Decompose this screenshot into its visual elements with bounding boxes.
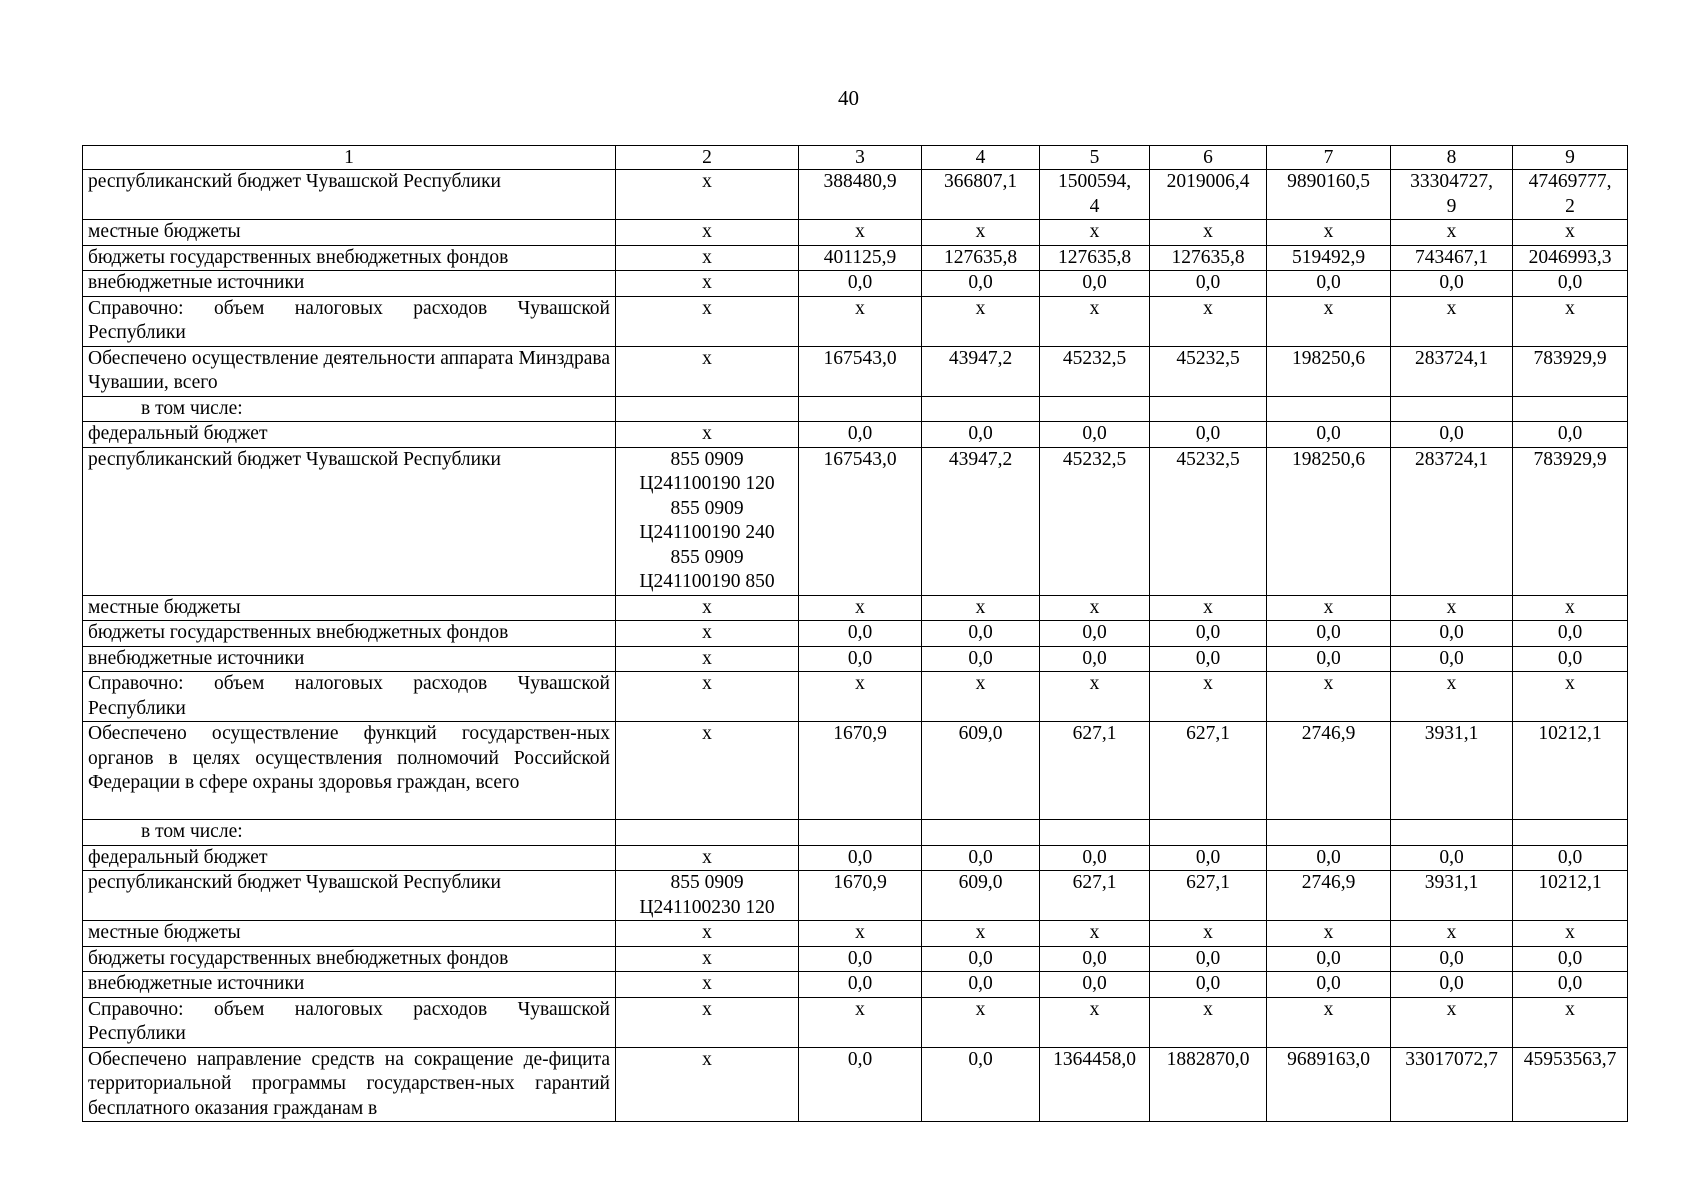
row-value-cell: 0,0	[1150, 271, 1267, 297]
table-row	[83, 646, 1628, 672]
row-code-cell: x	[616, 621, 799, 647]
row-value-cell: x	[1391, 921, 1513, 947]
row-name-cell: Справочно: объем налоговых расходов Чувашской Республики	[83, 672, 616, 722]
row-value-cell: 0,0	[922, 972, 1040, 998]
row-value-cell	[1391, 820, 1513, 846]
table-row	[83, 245, 1628, 271]
row-value-cell: 0,0	[922, 271, 1040, 297]
row-value-cell: 0,0	[799, 845, 922, 871]
row-value-cell: 0,0	[1513, 621, 1628, 647]
row-value-cell: 0,0	[1391, 972, 1513, 998]
row-code-cell	[616, 820, 799, 846]
row-value-cell: 45232,5	[1040, 447, 1150, 595]
row-value-cell: 0,0	[1040, 422, 1150, 448]
table-row	[83, 997, 1628, 1047]
header-cell: 5	[1040, 146, 1150, 170]
header-cell: 9	[1513, 146, 1628, 170]
row-value-cell	[922, 820, 1040, 846]
row-value-cell: 0,0	[1267, 946, 1391, 972]
row-value-cell: x	[1040, 921, 1150, 947]
row-value-cell: 0,0	[1513, 845, 1628, 871]
table-row	[83, 170, 1628, 220]
row-value-cell: 0,0	[1513, 271, 1628, 297]
row-name-cell: в том числе:	[83, 820, 616, 846]
row-value-cell: x	[1150, 672, 1267, 722]
row-value-cell: 0,0	[1040, 972, 1150, 998]
table-row	[83, 921, 1628, 947]
header-cell: 1	[83, 146, 616, 170]
row-value-cell: 0,0	[1391, 621, 1513, 647]
row-name-cell: Обеспечено осуществление деятельности аппарата Минздрава Чувашии, всего	[83, 346, 616, 396]
row-value-cell: 0,0	[1513, 422, 1628, 448]
row-value-cell	[1150, 820, 1267, 846]
table-row	[83, 1047, 1628, 1122]
row-value-cell: 0,0	[1513, 646, 1628, 672]
row-value-cell: x	[799, 997, 922, 1047]
row-value-cell: x	[1267, 220, 1391, 246]
table-row	[83, 672, 1628, 722]
row-value-cell: 2046993,3	[1513, 245, 1628, 271]
row-value-cell: x	[799, 921, 922, 947]
row-value-cell	[1267, 396, 1391, 422]
row-code-cell: x	[616, 1047, 799, 1122]
row-value-cell: 0,0	[1267, 621, 1391, 647]
row-value-cell	[1513, 820, 1628, 846]
row-value-cell: x	[1040, 595, 1150, 621]
row-value-cell: 3931,1	[1391, 722, 1513, 820]
row-value-cell: 519492,9	[1267, 245, 1391, 271]
row-value-cell: 0,0	[1150, 845, 1267, 871]
row-value-cell: x	[799, 296, 922, 346]
table-row	[83, 220, 1628, 246]
row-code-cell: x	[616, 722, 799, 820]
row-value-cell: 0,0	[1150, 646, 1267, 672]
row-code-cell: x	[616, 845, 799, 871]
row-value-cell: 0,0	[799, 1047, 922, 1122]
row-value-cell	[799, 820, 922, 846]
row-value-cell: 10212,1	[1513, 722, 1628, 820]
row-name-cell: внебюджетные источники	[83, 972, 616, 998]
table-row	[83, 396, 1628, 422]
row-name-cell: Справочно: объем налоговых расходов Чувашской Республики	[83, 296, 616, 346]
row-value-cell	[1513, 396, 1628, 422]
row-value-cell: 0,0	[1391, 845, 1513, 871]
table-row	[83, 820, 1628, 846]
table-header-row	[83, 146, 1628, 170]
row-code-cell	[616, 396, 799, 422]
row-value-cell: x	[922, 220, 1040, 246]
row-value-cell: x	[1040, 296, 1150, 346]
row-value-cell: 627,1	[1150, 871, 1267, 921]
row-value-cell: 0,0	[922, 621, 1040, 647]
table-row	[83, 422, 1628, 448]
row-value-cell: 0,0	[1391, 422, 1513, 448]
row-value-cell: 0,0	[1267, 972, 1391, 998]
row-value-cell	[1391, 396, 1513, 422]
row-value-cell: 0,0	[799, 621, 922, 647]
row-name-cell: бюджеты государственных внебюджетных фондов	[83, 245, 616, 271]
row-value-cell	[1267, 820, 1391, 846]
header-cell: 8	[1391, 146, 1513, 170]
row-value-cell: 2019006,4	[1150, 170, 1267, 220]
row-value-cell: x	[1513, 672, 1628, 722]
row-code-cell: x	[616, 972, 799, 998]
header-cell: 7	[1267, 146, 1391, 170]
row-value-cell: 0,0	[1040, 271, 1150, 297]
row-value-cell: 627,1	[1040, 871, 1150, 921]
header-cell: 6	[1150, 146, 1267, 170]
row-value-cell: 283724,1	[1391, 447, 1513, 595]
row-code-cell: x	[616, 346, 799, 396]
row-name-cell: местные бюджеты	[83, 595, 616, 621]
row-value-cell: 127635,8	[1040, 245, 1150, 271]
row-code-cell: x	[616, 220, 799, 246]
row-name-cell: бюджеты государственных внебюджетных фондов	[83, 621, 616, 647]
row-value-cell: 0,0	[922, 422, 1040, 448]
row-code-cell: x	[616, 921, 799, 947]
row-value-cell	[1150, 396, 1267, 422]
row-name-cell: федеральный бюджет	[83, 422, 616, 448]
row-value-cell: 2746,9	[1267, 871, 1391, 921]
row-value-cell: 609,0	[922, 871, 1040, 921]
row-value-cell: x	[1040, 997, 1150, 1047]
row-value-cell: x	[922, 997, 1040, 1047]
row-value-cell: x	[1391, 997, 1513, 1047]
row-value-cell: 9689163,0	[1267, 1047, 1391, 1122]
header-cell: 2	[616, 146, 799, 170]
row-value-cell: x	[1267, 921, 1391, 947]
row-value-cell: 0,0	[1150, 972, 1267, 998]
row-value-cell: x	[1267, 595, 1391, 621]
row-value-cell: 45953563,7	[1513, 1047, 1628, 1122]
row-value-cell: x	[1391, 220, 1513, 246]
row-value-cell: 0,0	[1267, 422, 1391, 448]
row-value-cell: x	[1040, 220, 1150, 246]
table-row	[83, 271, 1628, 297]
row-code-cell: x	[616, 646, 799, 672]
table-body	[83, 146, 1628, 1122]
row-value-cell: 0,0	[1150, 621, 1267, 647]
row-name-cell: республиканский бюджет Чувашской Республики	[83, 871, 616, 921]
row-name-cell: местные бюджеты	[83, 220, 616, 246]
row-value-cell: x	[1040, 672, 1150, 722]
row-value-cell	[1040, 396, 1150, 422]
row-value-cell: 0,0	[799, 422, 922, 448]
row-value-cell: 0,0	[1267, 271, 1391, 297]
row-name-cell: внебюджетные источники	[83, 646, 616, 672]
row-value-cell: 43947,2	[922, 346, 1040, 396]
row-value-cell: 47469777, 2	[1513, 170, 1628, 220]
row-value-cell: x	[922, 921, 1040, 947]
budget-table	[82, 145, 1628, 1122]
row-value-cell: 33017072,7	[1391, 1047, 1513, 1122]
row-value-cell: 0,0	[1267, 845, 1391, 871]
table-row	[83, 595, 1628, 621]
row-value-cell: 127635,8	[922, 245, 1040, 271]
row-value-cell	[799, 396, 922, 422]
row-value-cell: 0,0	[1391, 271, 1513, 297]
row-value-cell: x	[1391, 595, 1513, 621]
row-value-cell: 0,0	[1150, 946, 1267, 972]
row-value-cell: 45232,5	[1040, 346, 1150, 396]
table-row	[83, 621, 1628, 647]
row-value-cell: 0,0	[1513, 972, 1628, 998]
row-value-cell: x	[1513, 296, 1628, 346]
row-value-cell: 0,0	[922, 845, 1040, 871]
row-value-cell: x	[922, 672, 1040, 722]
row-value-cell: x	[1391, 672, 1513, 722]
row-name-cell: Справочно: объем налоговых расходов Чувашской Республики	[83, 997, 616, 1047]
row-code-cell: 855 0909 Ц241100190 120 855 0909 Ц241100190 240 855 0909 Ц241100190 850	[616, 447, 799, 595]
row-value-cell: x	[799, 595, 922, 621]
row-value-cell: 1670,9	[799, 871, 922, 921]
row-value-cell: 783929,9	[1513, 447, 1628, 595]
row-value-cell: 0,0	[1040, 621, 1150, 647]
row-value-cell: 127635,8	[1150, 245, 1267, 271]
row-value-cell: 198250,6	[1267, 447, 1391, 595]
row-value-cell: 198250,6	[1267, 346, 1391, 396]
row-code-cell: 855 0909 Ц241100230 120	[616, 871, 799, 921]
row-value-cell: x	[1513, 997, 1628, 1047]
row-value-cell: 33304727, 9	[1391, 170, 1513, 220]
row-value-cell: 9890160,5	[1267, 170, 1391, 220]
table-row	[83, 946, 1628, 972]
row-value-cell: 43947,2	[922, 447, 1040, 595]
row-value-cell: 45232,5	[1150, 447, 1267, 595]
row-value-cell: 167543,0	[799, 447, 922, 595]
table-row	[83, 296, 1628, 346]
table-row	[83, 871, 1628, 921]
row-code-cell: x	[616, 672, 799, 722]
row-value-cell: 0,0	[799, 646, 922, 672]
row-code-cell: x	[616, 271, 799, 297]
row-name-cell: Обеспечено осуществление функций государствен-ных органов в целях осуществления полномочий Российской Федерации в сфере охраны здоровья граждан, всего	[83, 722, 616, 820]
row-value-cell: x	[799, 672, 922, 722]
row-code-cell: x	[616, 422, 799, 448]
row-code-cell: x	[616, 296, 799, 346]
row-code-cell: x	[616, 170, 799, 220]
row-value-cell: 743467,1	[1391, 245, 1513, 271]
row-name-cell: местные бюджеты	[83, 921, 616, 947]
table-row	[83, 722, 1628, 820]
table-row	[83, 447, 1628, 595]
table-row	[83, 845, 1628, 871]
row-value-cell: 388480,9	[799, 170, 922, 220]
row-value-cell: x	[1267, 672, 1391, 722]
row-value-cell: 2746,9	[1267, 722, 1391, 820]
row-value-cell: 0,0	[1040, 946, 1150, 972]
row-code-cell: x	[616, 245, 799, 271]
header-cell: 4	[922, 146, 1040, 170]
row-value-cell: x	[1267, 997, 1391, 1047]
row-value-cell: x	[1513, 220, 1628, 246]
header-cell: 3	[799, 146, 922, 170]
row-value-cell: 0,0	[799, 972, 922, 998]
row-value-cell: 167543,0	[799, 346, 922, 396]
row-value-cell: 0,0	[1513, 946, 1628, 972]
row-value-cell: x	[1513, 921, 1628, 947]
row-name-cell: республиканский бюджет Чувашской Республики	[83, 447, 616, 595]
row-value-cell: x	[1150, 595, 1267, 621]
row-value-cell: x	[1150, 220, 1267, 246]
row-value-cell: 783929,9	[1513, 346, 1628, 396]
row-value-cell: 0,0	[922, 646, 1040, 672]
table-row	[83, 972, 1628, 998]
row-value-cell: 0,0	[1391, 946, 1513, 972]
row-value-cell: x	[1150, 997, 1267, 1047]
row-value-cell: 0,0	[1391, 646, 1513, 672]
row-value-cell: 45232,5	[1150, 346, 1267, 396]
row-value-cell: 3931,1	[1391, 871, 1513, 921]
row-code-cell: x	[616, 946, 799, 972]
row-value-cell: 1364458,0	[1040, 1047, 1150, 1122]
row-value-cell: x	[1513, 595, 1628, 621]
row-name-cell: внебюджетные источники	[83, 271, 616, 297]
row-name-cell: в том числе:	[83, 396, 616, 422]
row-value-cell	[922, 396, 1040, 422]
row-value-cell: 1882870,0	[1150, 1047, 1267, 1122]
row-value-cell: 366807,1	[922, 170, 1040, 220]
row-value-cell: 0,0	[799, 271, 922, 297]
row-value-cell: x	[922, 296, 1040, 346]
row-code-cell: x	[616, 595, 799, 621]
page-number: 40	[838, 86, 859, 110]
row-value-cell: x	[799, 220, 922, 246]
row-value-cell: 0,0	[1267, 646, 1391, 672]
row-code-cell: x	[616, 997, 799, 1047]
row-value-cell: 0,0	[1040, 646, 1150, 672]
row-value-cell: 0,0	[1150, 422, 1267, 448]
row-value-cell: 609,0	[922, 722, 1040, 820]
row-value-cell: x	[1150, 296, 1267, 346]
row-name-cell: федеральный бюджет	[83, 845, 616, 871]
row-value-cell: 0,0	[1040, 845, 1150, 871]
row-value-cell: x	[1150, 921, 1267, 947]
row-name-cell: Обеспечено направление средств на сокращение де-фицита территориальной программы государствен-ных гарантий бесплатного оказания гражданам в	[83, 1047, 616, 1122]
row-value-cell: 627,1	[1040, 722, 1150, 820]
row-name-cell: бюджеты государственных внебюджетных фондов	[83, 946, 616, 972]
table-row	[83, 346, 1628, 396]
row-name-cell: республиканский бюджет Чувашской Республики	[83, 170, 616, 220]
row-value-cell: 401125,9	[799, 245, 922, 271]
row-value-cell: 0,0	[799, 946, 922, 972]
row-value-cell: 10212,1	[1513, 871, 1628, 921]
row-value-cell: 627,1	[1150, 722, 1267, 820]
row-value-cell	[1040, 820, 1150, 846]
row-value-cell: 0,0	[922, 1047, 1040, 1122]
row-value-cell: 0,0	[922, 946, 1040, 972]
row-value-cell: 1670,9	[799, 722, 922, 820]
row-value-cell: x	[1391, 296, 1513, 346]
row-value-cell: 283724,1	[1391, 346, 1513, 396]
row-value-cell: x	[922, 595, 1040, 621]
row-value-cell: x	[1267, 296, 1391, 346]
row-value-cell: 1500594, 4	[1040, 170, 1150, 220]
